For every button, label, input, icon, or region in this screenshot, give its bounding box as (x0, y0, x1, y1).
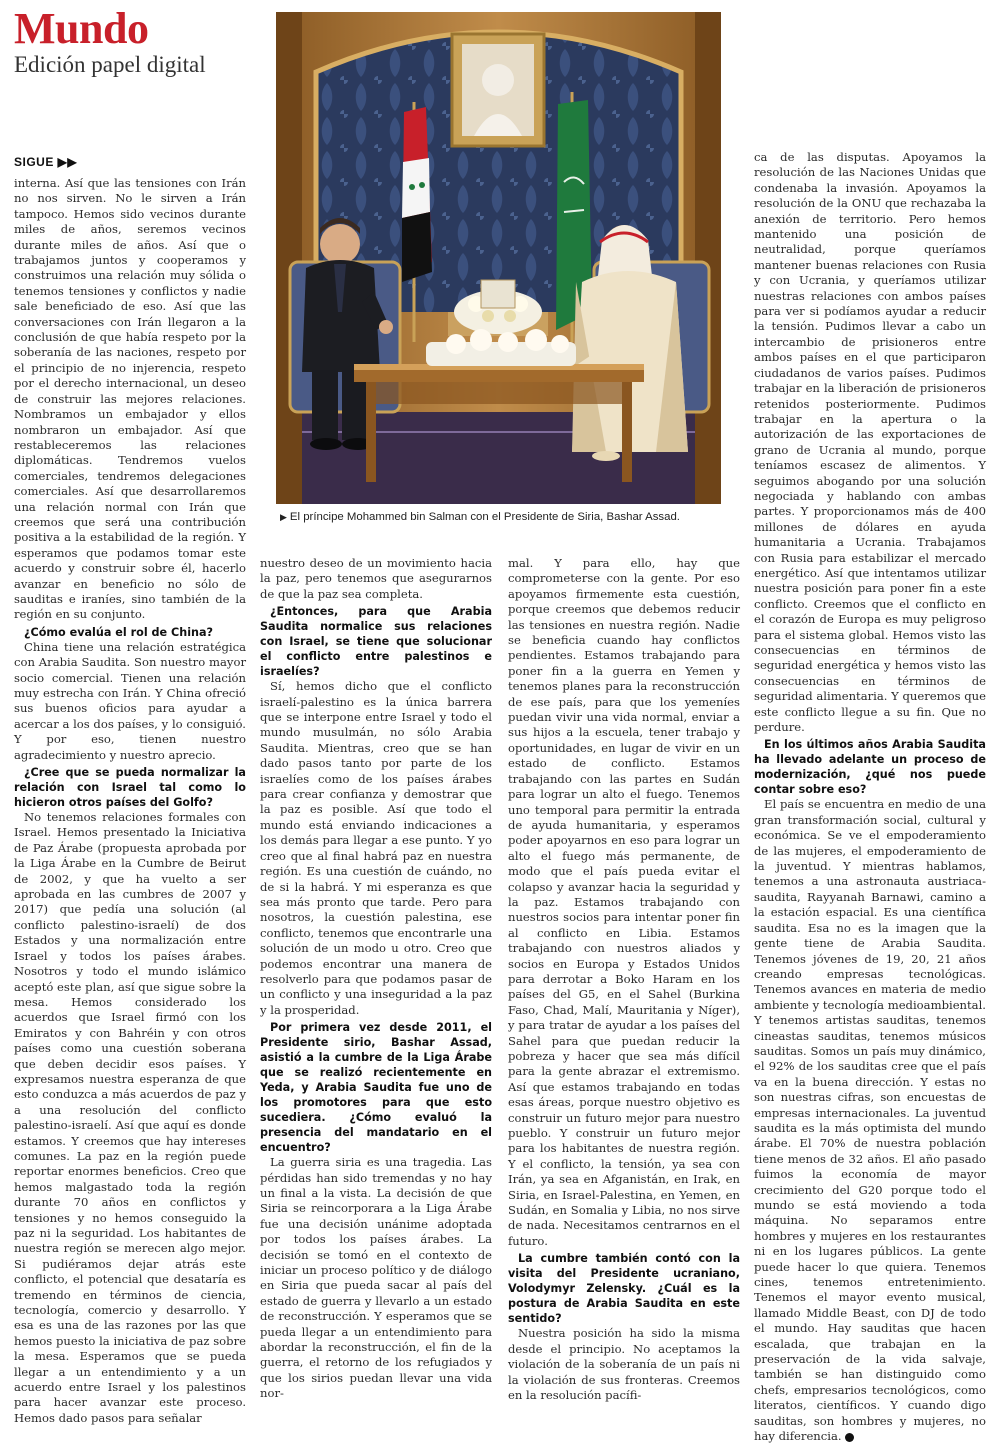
interview-answer: Nuestra posición ha sido la misma desde el principio. No aceptamos la violación de la soberanía de un país ni la violación de sus fronteras. Creemos en la resolución pacífi- (508, 1326, 740, 1402)
interview-answer: mal. Y para ello, hay que comprometerse con la gente. Por eso apoyamos firmemente esta cuestión, porque creemos que debemos reducir las tensiones en nuestra región. Nadie se beneficia cuando hay conflictos pendientes. Estamos trabajando para poner fin a la guerra en Yemen y tenemos planes para la reconstrucción de ese país, para que los yemeníes puedan vivir una vida normal, enviar a sus hijos a la escuela, tener trabajo y oportunidades, en lugar de vivir en un estado de conflicto. Estamos trabajando con las partes en Sudán para lograr un alto el fuego. Tenemos uno temporal para permitir la entrada de ayuda humanitaria, y esperamos poder apoyarnos en eso para lograr un alto el fuego más permanente, de modo que el país pueda evitar el colapso y avanzar hacia la seguridad y la paz. Estamos trabajando con nuestros socios para intentar poner fin al conflicto en Libia. Estamos trabajando con nuestros aliados y socios en Europa y Estados Unidos para derrotar a Boko Haram en los países del G5, en el Sahel (Burkina Faso, Chad, Malí, Mauritania y Níger), y para tratar de ayudar a los países del Sahel para que puedan reducir la pobreza y hacer que sea más difícil para la gente abrazar el extremismo. Así que estamos trabajando en todas esas áreas, porque nuestro objetivo es construir un futuro mejor para nuestro pueblo. Y construir un futuro mejor para los habitantes de nuestra región. Y el conflicto, la tensión, ya sea con Irán, ya sea en Afganistán, en Irak, en Siria, en Israel-Palestina, en Yemen, en Sudán, en Somalia y Libia, no nos sirve de nada. Necesitamos centrarnos en el futuro. (508, 556, 740, 1248)
interview-question: En los últimos años Arabia Saudita ha llevado adelante un proceso de modernización, ¿qué nos puede contar sobre eso? (754, 738, 986, 797)
article-column-4 (754, 150, 986, 1444)
interview-answer: Sí, hemos dicho que el conflicto israelí-palestino es la única barrera que se interpone entre Israel y todo el mundo musulmán, no sólo Arabia Saudita. Mientras, creo que se han dado pasos tanto por parte de los israelíes como de los países árabes para crear confianza y demostrar que la paz es posible. Así que todo el mundo está enviando indicaciones a los demás para llegar a ese punto. Y yo creo que al final habrá paz en nuestra región. Es una cuestión de cuándo, no de si la habrá. Y mi esperanza es que sea más pronto que tarde. Pero para nosotros, la cuestión palestina, ese conflicto, tenemos que encontrarle una solución de un modo u otro. Creo que podemos encontrar una manera de resolverlo para que podamos pasar de un conflicto y una inseguridad a la paz y la prosperidad. (260, 679, 492, 1017)
interview-question: ¿Cree que se pueda normalizar la relación con Israel tal como lo hicieron otros países del Golfo? (14, 766, 246, 810)
interview-answer: interna. Así que las tensiones con Irán no nos sirven. No le sirven a Irán tampoco. Hemos sido vecinos durante miles de años, seremos vecinos durante miles de años. Así que o trabajamos juntos y cooperamos y construimos una relación muy sólida o tenemos tensiones y conflictos y nadie sale beneficiado de eso. Así que las conversaciones con Irán llegaron a la conclusión de que había respeto por la soberanía de las naciones, respeto por el principio de no injerencia, respeto por el derecho internacional, un deseo de construir las mejores relaciones. Nombramos un embajador y ellos nombraron un embajador. Así que restableceremos las relaciones diplomáticas. Tendremos vuelos comerciales, tendremos delegaciones comerciales. Así que desarrollaremos una relación normal con Irán que creemos que será una contribución positiva a la estabilidad de la región. Y esperamos que podamos tomar este acuerdo y construir sobre él, hacerlo avanzar en beneficio no sólo de sauditas e iraníes, sino también de la región en su conjunto. (14, 176, 246, 622)
article-column-1 (14, 176, 246, 1425)
interview-question: ¿Cómo evalúa el rol de China? (24, 625, 214, 639)
continued-marker: SIGUE ▶▶ (14, 155, 78, 169)
photo-caption (280, 511, 740, 523)
interview-question: ¿Entonces, para que Arabia Saudita normalice sus relaciones con Israel, se tiene que solucionar el conflicto entre palestinos e israelíes? (260, 605, 492, 679)
section-title: Mundo (14, 4, 149, 53)
edition-subtitle: Edición papel digital (14, 52, 206, 77)
interview-answer: La guerra siria es una tragedia. Las pérdidas han sido tremendas y no hay un final a la vista. La decisión de que Siria se reincorporara a la Liga Árabe fue una decisión unánime adoptada por todos los países árabes. La decisión se tomó en el contexto de iniciar un proceso político y de diálogo en Siria que pueda sacar al país del estado de guerra y llevarlo a un estado de reconstrucción. Y esperamos que se pueda llegar a un entendimiento para abordar la reconstrucción, el fin de la guerra, el retorno de los refugiados y que los sirios puedan llevar una vida nor- (260, 1155, 492, 1401)
article-column-2 (260, 556, 492, 1401)
interview-answer: ca de las disputas. Apoyamos la resolución de las Naciones Unidas que condenaba la invasión. Apoyamos la resolución de la ONU que rechazaba la anexión de territorio. Pero hemos mantenido una posición de neutralidad, porque queríamos mantener buenas relaciones con Rusia y con Ucrania, y queríamos utilizar nuestras relaciones con ambos países para ver si podíamos ayudar a reducir la tensión. Pudimos llevar a cabo un intercambio de prisioneros entre ambos países en el que participaron ciudadanos de varios países. Pudimos trabajar en la liberación de prisioneros retenidos posteriormente. Pudimos trabajar en la apertura o la autorización de las exportaciones de grano de Ucrania al mundo, porque teníamos escasez de alimentos. Y seguimos abogando por una solución negociada y hablando con ambas partes. Y proporcionamos más de 400 millones de dólares en ayuda humanitaria a Ucrania. Trabajamos con Rusia para estabilizar el mercado energético. Así que intentamos utilizar nuestra posición para poner fin a este conflicto. Creemos que el conflicto en el corazón de Europa es muy peligroso para el sistema global. Hemos visto las consecuencias en términos de seguridad energética y hemos visto las consecuencias en términos de seguridad alimentaria. Y queremos que este conflicto llegue a su fin. Que no perdure. (754, 150, 986, 735)
interview-answer: El país se encuentra en medio de una gran transformación social, cultural y económica. Se ve el empoderamiento de las mujeres, el empoderamiento de la juventud. Y mientras hablamos, tenemos a una astronauta austriaca-saudita, Rayyanah Barnawi, camino a la estación espacial. Es una científica saudita. Esa no es la imagen que la gente tiene de Arabia Saudita. Tenemos jóvenes de 19, 20, 21 años creando empresas tecnológicas. Tenemos avances en materia de medio ambiente y tecnología medioambiental. Y tenemos artistas sauditas, tenemos cineastas sauditas, tenemos músicos sauditas. Somos un país muy dinámico, el 92% de los sauditas cree que el país va en la buena dirección. Y estas no son nuestras cifras, son encuestas de empresas internacionales. La juventud saudita es la más optimista del mundo árabe. El 70% de nuestra población tiene menos de 32 años. El año pasado fuimos la economía de mayor crecimiento del G20 porque todo el mundo se está moviendo a toda máquina. No separamos entre hombres y mujeres en los restaurantes ni en los lugares públicos. La gente puede hacer lo que quiera. Tenemos cines, tenemos entretenimiento. Tenemos el mayor evento musical, llamado Middle Beast, con DJ de todo el mundo. Hay sauditas que hacen escalada, que trabajan en la preservación de la vida salvaje, también se han distinguido como chefs, empresarios tecnológicos, como literatos, científicos. Y cuando digo sauditas, son hombres y mujeres, no hay diferencia. (754, 797, 986, 1444)
photo-illustration (276, 12, 721, 504)
interview-question: La cumbre también contó con la visita del Presidente ucraniano, Volodymyr Zelensky. ¿Cuál es la postura de Arabia Saudita en este sentido? (508, 1252, 740, 1326)
caption-text: El príncipe Mohammed bin Salman con el Presidente de Siria, Bashar Assad. (289, 511, 680, 523)
masthead (14, 6, 274, 78)
interview-answer: China tiene una relación estratégica con Arabia Saudita. Son nuestro mayor socio comercial. Tienen una relación muy estrecha con Irán. Y China ofreció sus buenos oficios para ayudar a acercar a los dos países, y lo consiguió. Y por eso, tienen nuestro agradecimiento y nuestro aprecio. (14, 639, 246, 762)
interview-answer: No tenemos relaciones formales con Israel. Hemos presentado la Iniciativa de Paz Árabe (propuesta aprobada por la Liga Árabe en la Cumbre de Beirut de 2002, y que ha vuelto a ser aprobada en las cumbres de 2007 y 2017) que pedía una solución (al conflicto palestino-israelí) de dos Estados y una normalización entre Israel y todos los países árabes. Nosotros y todo el mundo islámico aceptó este plan, así que sigue sobre la mesa. Hemos considerado los acuerdos que Israel firmó con los Emiratos y con Bahréin y con otros países como una cuestión soberana que deben decidir esos países. Y expresamos nuestra esperanza de que esto conduzca a más acuerdos de paz y a una resolución del conflicto palestino-israelí. Así que aquí es donde estamos. Y creemos que hay intereses comunes. La paz en la región puede reportar enormes beneficios. Creo que hemos malgastado toda la región durante 70 años en conflictos y tensiones y no hemos conseguido la paz ni la seguridad. Los habitantes de nuestra región se merecen algo mejor. Si pudiéramos dejar atrás este conflicto, el potencial que desataría es tremendo en términos de ciencia, tecnología, comercio y desarrollo. Y esa es una de las razones por las que hemos puesto la iniciativa de paz sobre la mesa. Esperamos que se pueda llegar a un entendimiento y a un acuerdo entre Israel y los palestinos para hacer avanzar este proceso. Hemos dado pasos para señalar (14, 810, 246, 1425)
caption-triangle-icon: ▶ (280, 512, 287, 522)
article-photo (276, 12, 721, 504)
end-of-article-icon (845, 1433, 854, 1442)
article-column-3 (508, 556, 740, 1402)
interview-answer: nuestro deseo de un movimiento hacia la paz, pero tenemos que asegurarnos de que la paz sea completa. (260, 556, 492, 601)
interview-question: Por primera vez desde 2011, el Presidente sirio, Bashar Assad, asistió a la cumbre de la Liga Árabe que se realizó recientemente en Yeda, y Arabia Saudita fue uno de los promotores para que esto sucediera. ¿Cómo evaluó la presencia del mandatario en el encuentro? (260, 1021, 492, 1155)
